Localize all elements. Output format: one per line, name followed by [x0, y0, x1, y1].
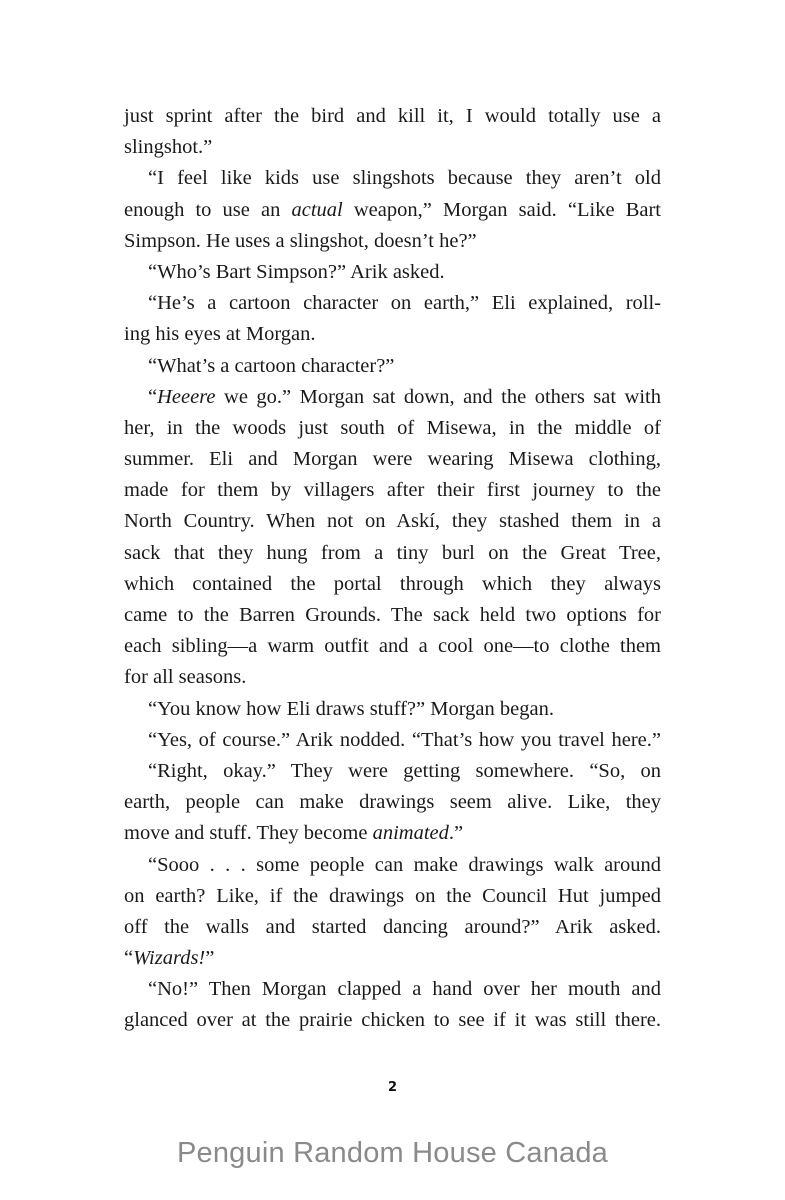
text-line: just sprint after the bird and kill it, I would totally use a — [124, 105, 661, 127]
italic-emphasis: animated — [372, 822, 449, 845]
text-line: off the walls and started dancing around?” Arik asked. — [124, 915, 661, 938]
text-line: “I feel like kids use slingshots because they aren’t old — [148, 167, 661, 190]
text-line: Simpson. He uses a slingshot, doesn’t he?” — [124, 229, 477, 252]
text-line: for all seasons. — [124, 666, 247, 689]
text-line: on earth? Like, if the drawings on the Council Hut jumped — [124, 884, 661, 907]
text-line: “No!” Then Morgan clapped a hand over her mouth and — [148, 978, 661, 1001]
text-line: “What’s a cartoon character?” — [148, 354, 395, 377]
text-line: “Yes, of course.” Arik nodded. “That’s how you travel here.” — [148, 728, 661, 751]
text-line: “He’s a cartoon character on earth,” Eli explained, roll- — [148, 292, 661, 315]
italic-emphasis: actual — [291, 198, 343, 221]
text-line: glanced over at the prairie chicken to see if it was still there. — [124, 1009, 661, 1032]
text-segment: “ — [124, 947, 134, 970]
text-line — [124, 382, 661, 413]
text-line: which contained the portal through which they always — [124, 572, 661, 595]
text-segment: enough to use an — [124, 198, 292, 221]
body-text — [124, 101, 661, 1037]
text-line: her, in the woods just south of Misewa, in the middle of — [124, 416, 661, 439]
text-line: ing his eyes at Morgan. — [124, 323, 316, 346]
text-segment: we go.” Morgan sat down, and the others sat with — [215, 385, 661, 408]
text-line: summer. Eli and Morgan were wearing Misewa clothing, — [124, 448, 661, 471]
publisher-watermark: Penguin Random House Canada — [176, 1137, 609, 1169]
text-line: “Sooo . . . some people can make drawings walk around — [148, 853, 661, 876]
text-segment: “ — [148, 385, 158, 408]
text-line: slingshot.” — [124, 136, 213, 159]
text-line — [124, 195, 661, 226]
text-line: “Who’s Bart Simpson?” Arik asked. — [148, 260, 445, 283]
text-line: earth, people can make drawings seem alive. Like, they — [124, 791, 661, 814]
text-line: sack that they hung from a tiny burl on the Great Tree, — [124, 541, 661, 564]
text-line — [124, 818, 661, 849]
text-segment: move and stuff. They become — [124, 822, 373, 845]
text-line — [124, 943, 661, 974]
text-line: each sibling—a warm outfit and a cool one—to clothe them — [124, 635, 661, 658]
text-segment: ” — [205, 947, 215, 970]
italic-emphasis: Heeere — [157, 385, 216, 408]
text-line: “Right, okay.” They were getting somewhere. “So, on — [148, 759, 661, 782]
text-line: North Country. When not on Askí, they stashed them in a — [124, 510, 661, 533]
text-line: came to the Barren Grounds. The sack held two options for — [124, 604, 661, 626]
text-segment: .” — [448, 822, 464, 845]
italic-emphasis: Wizards! — [133, 947, 206, 970]
text-line: made for them by villagers after their first journey to the — [124, 479, 661, 502]
text-segment: weapon,” Morgan said. “Like Bart — [342, 198, 661, 221]
page-number: 2 — [387, 1080, 398, 1095]
text-line: “You know how Eli draws stuff?” Morgan began. — [148, 697, 554, 720]
